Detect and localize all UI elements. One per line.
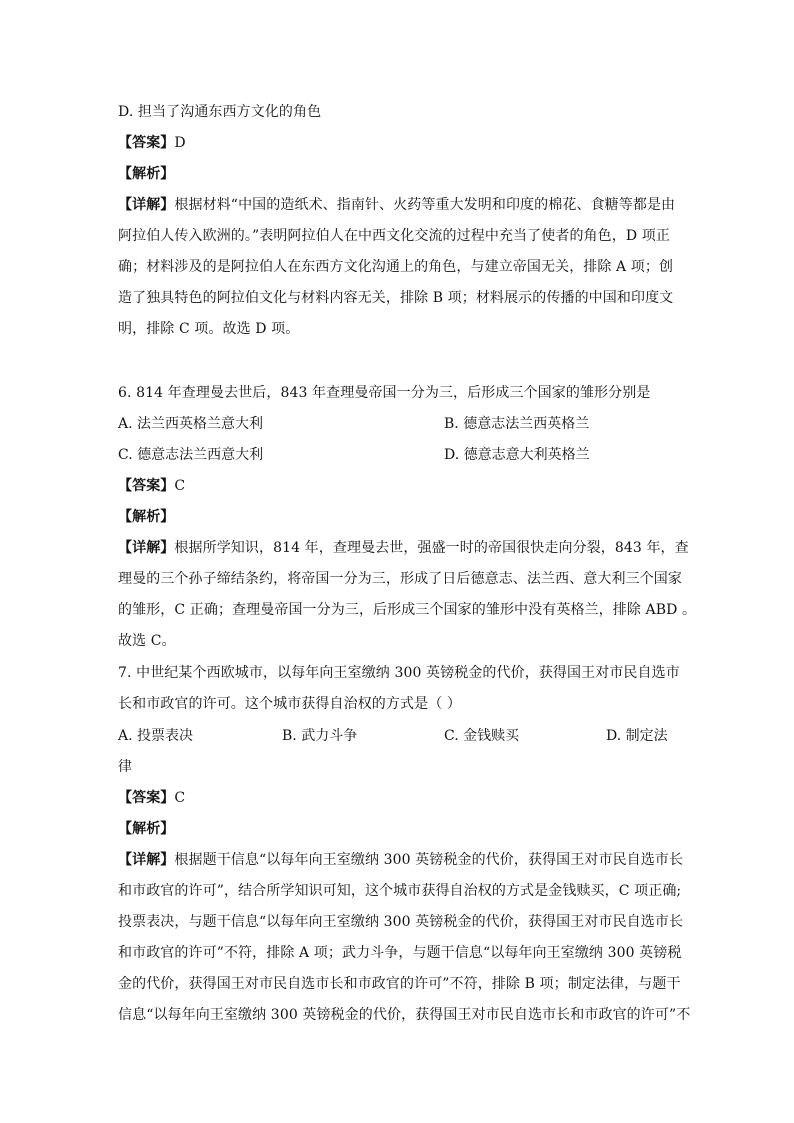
- q7-detail-line-2: 和市政官的许可”，结合所学知识可知，这个城市获得自治权的方式是金钱赎买，C 项正确;: [118, 883, 682, 899]
- q5-detail-line-4: 造了独具特色的阿拉伯文化与材料内容无关，排除 B 项；材料展示的传播的中国和印度文: [118, 290, 674, 306]
- q7-detail-line-4: 和市政官的许可”不符，排除 A 项；武力斗争，与题干信息“以每年向王室缴纳 300 英镑税: [118, 945, 682, 961]
- q6-option-a: A. 法兰西英格兰意大利: [118, 416, 264, 432]
- q7-detail-line-1: [118, 850, 683, 870]
- answer-tag: 【答案】: [118, 790, 175, 806]
- answer-value: C: [174, 478, 186, 494]
- q5-answer: [118, 133, 186, 153]
- detail-tag: 【详解】: [118, 540, 175, 556]
- q5-detail-line-1: [118, 195, 675, 215]
- q5-detail-line-3: 确；材料涉及的是阿拉伯人在东西方文化沟通上的角色，与建立帝国无关，排除 A 项；创: [118, 259, 674, 275]
- q7-stem-line-1: 7. 中世纪某个西欧城市，以每年向王室缴纳 300 英镑税金的代价，获得国王对市民自选市: [118, 665, 680, 681]
- detail-tag: 【详解】: [118, 852, 175, 868]
- q7-option-b: B. 武力斗争: [282, 728, 358, 744]
- detail-tag: 【详解】: [118, 197, 175, 213]
- q6-answer: [118, 476, 185, 496]
- q6-option-d: D. 德意志意大利英格兰: [444, 447, 590, 463]
- detail-text: 根据所学知识，814 年，查理曼去世，强盛一时的帝国很快走向分裂，843 年，查: [174, 540, 689, 556]
- q7-option-c: C. 金钱赎买: [444, 728, 520, 744]
- q5-analysis-tag: 【解析】: [118, 166, 175, 182]
- detail-text: 根据材料“中国的造纸术、指南针、火药等重大发明和印度的棉花、食糖等都是由: [174, 197, 676, 213]
- q6-stem: 6. 814 年查理曼去世后，843 年查理曼帝国一分为三，后形成三个国家的雏形分别是: [118, 385, 651, 401]
- q7-option-d-wrap: 律: [118, 759, 133, 775]
- q6-detail-line-3: 的雏形，C 正确；查理曼帝国一分为三，后形成三个国家的雏形中没有英格兰，排除 ABD 。: [118, 602, 697, 618]
- q6-detail-line-1: [118, 538, 689, 558]
- detail-text: 根据题干信息“以每年向王室缴纳 300 英镑税金的代价，获得国王对市民自选市长: [174, 852, 684, 868]
- q5-option-d: D. 担当了沟通东西方文化的角色: [118, 104, 322, 120]
- q6-option-b: B. 德意志法兰西英格兰: [444, 416, 590, 432]
- q6-detail-line-4: 故选 C。: [118, 633, 176, 649]
- q7-stem-line-2: 长和市政官的许可。这个城市获得自治权的方式是（ ）: [118, 696, 461, 712]
- q6-detail-line-2: 理曼的三个孙子缔结条约，将帝国一分为三，形成了日后德意志、法兰西、意大利三个国家: [118, 571, 682, 587]
- q7-detail-line-5: 金的代价，获得国王对市民自选市长和市政官的许可”不符，排除 B 项；制定法律，与题干: [118, 976, 681, 992]
- q7-analysis-tag: 【解析】: [118, 821, 175, 837]
- q5-detail-line-2: 阿拉伯人传入欧洲的。”表明阿拉伯人在中西文化交流的过程中充当了使者的角色，D 项正: [118, 228, 670, 244]
- q7-detail-line-3: 投票表决，与题干信息“以每年向王室缴纳 300 英镑税金的代价，获得国王对市民自选市长: [118, 914, 684, 930]
- answer-tag: 【答案】: [118, 478, 175, 494]
- q6-option-c: C. 德意志法兰西意大利: [118, 447, 264, 463]
- q6-analysis-tag: 【解析】: [118, 509, 175, 525]
- q7-detail-line-6: 信息“以每年向王室缴纳 300 英镑税金的代价，获得国王对市民自选市长和市政官的许可”不: [118, 1007, 691, 1023]
- q7-option-d: D. 制定法: [606, 728, 668, 744]
- q7-option-a: A. 投票表决: [118, 728, 194, 744]
- q7-answer: [118, 788, 185, 808]
- answer-value: C: [174, 790, 186, 806]
- answer-tag: 【答案】: [118, 135, 175, 151]
- q5-detail-line-5: 明，排除 C 项。故选 D 项。: [118, 321, 300, 337]
- answer-value: D: [174, 135, 186, 151]
